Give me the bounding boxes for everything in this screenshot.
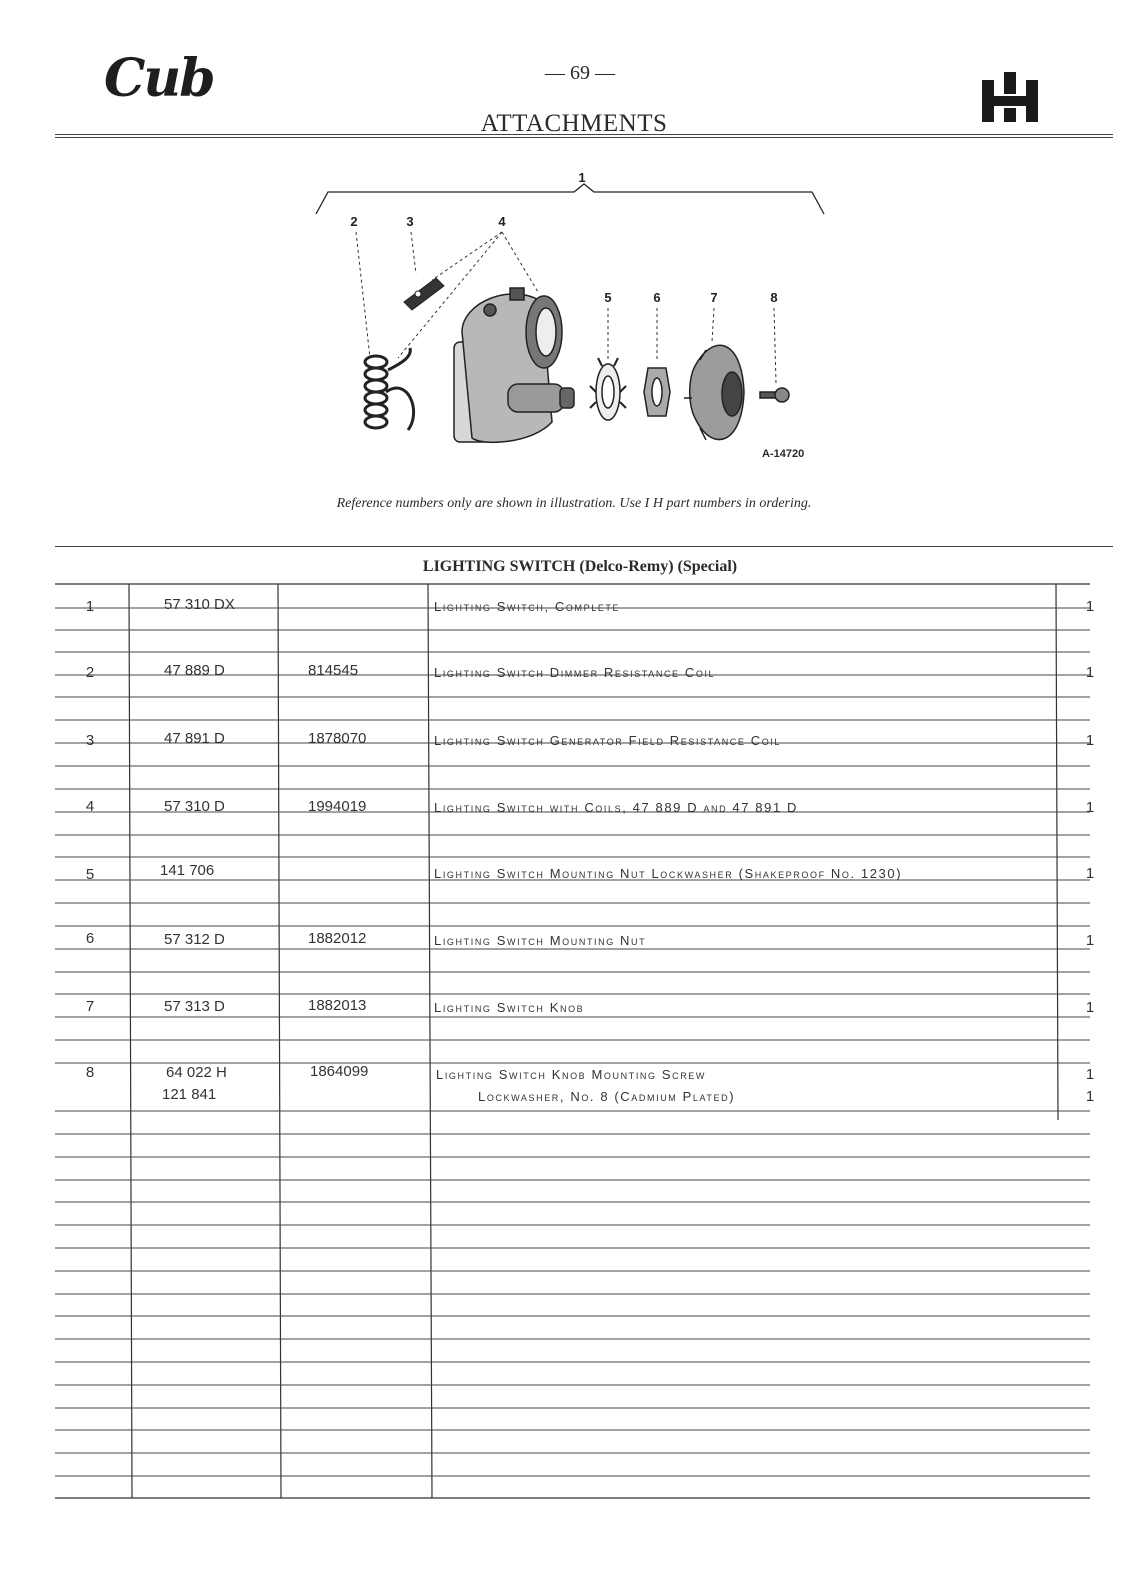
lighting-switch-illustration [312,162,832,472]
table-row-ref: 5 [85,866,95,883]
table-row-qty: 1 [1085,799,1095,816]
table-row-ref: 2 [85,664,95,681]
table-row-qty: 1 [1085,664,1095,681]
table-row-mfr-part: 814545 [308,662,359,679]
callout-6: 6 [653,290,661,305]
callout-7: 7 [710,290,718,305]
table-row-description: Lockwasher, No. 8 (Cadmium Plated) [478,1089,736,1104]
callout-5: 5 [604,290,612,305]
header-rule [55,134,1113,135]
illustration-caption: Reference numbers only are shown in illustration. Use I H part numbers in ordering. [336,496,812,511]
table-row-ref: 8 [85,1064,95,1081]
table-row-ih-part: 57 310 D [164,798,225,815]
table-row-description: Lighting Switch Dimmer Resistance Coil [434,665,716,680]
page-title: ATTACHMENTS [480,110,668,137]
table-row-ref: 7 [85,998,95,1015]
table-row-description: Lighting Switch Knob [434,1000,585,1015]
table-row-description: Lighting Switch Knob Mounting Screw [436,1067,707,1082]
table-row-ref: 4 [85,798,95,815]
table-row-mfr-part: 1882013 [308,997,367,1014]
table-row-description: Lighting Switch with Coils, 47 889 D and 47 891 D [434,800,798,815]
table-row-description: Lighting Switch Generator Field Resistance Coil [434,733,782,748]
resistance-coil-icon [365,348,414,430]
table-row-ih-part: 47 891 D [164,730,225,747]
ih-logo-icon [982,72,1038,122]
table-row-ih-part: 141 706 [160,862,215,879]
table-row-ref: 3 [85,732,95,749]
table-row-qty: 1 [1085,999,1095,1016]
table-row-qty: 1 [1085,865,1095,882]
table-row-mfr-part: 1994019 [308,798,367,815]
switch-knob-icon [684,345,744,440]
cub-logo: Cub [104,48,214,109]
table-row-mfr-part: 1878070 [308,730,367,747]
table-top-rule [55,546,1113,547]
table-row-qty: 1 [1085,1066,1095,1083]
table-row-description: Lighting Switch Mounting Nut Lockwasher (Shakeproof No. 1230) [434,866,903,881]
table-row-ih-part: 64 022 H [166,1064,227,1081]
table-row-ih-part: 57 313 D [164,998,225,1015]
callout-3: 3 [406,214,414,229]
table-row-ref: 1 [85,598,95,615]
table-row-ref: 6 [85,930,95,947]
table-row-mfr-part: 1882012 [308,930,367,947]
page-number: — 69 — [545,62,615,84]
table-row-qty: 1 [1085,932,1095,949]
switch-body-icon [454,288,574,442]
callout-1: 1 [578,170,586,185]
header-rule [55,137,1113,138]
table-row-mfr-part: 1864099 [310,1063,369,1080]
table-row-description: Lighting Switch Mounting Nut [434,933,647,948]
table-row-ih-part: 57 312 D [164,931,225,948]
callout-4: 4 [498,214,506,229]
section-title: LIGHTING SWITCH (Delco-Remy) (Special) [422,558,738,575]
mounting-nut-icon [644,368,670,416]
table-row-description: Lighting Switch, Complete [434,599,621,614]
terminal-clip-icon [404,278,444,310]
callout-8: 8 [770,290,778,305]
knob-screw-icon [760,388,789,402]
lockwasher-icon [590,358,626,420]
callout-2: 2 [350,214,358,229]
figure-id: A-14720 [762,448,805,460]
table-row-qty: 1 [1085,1088,1095,1105]
table-row-ih-part: 57 310 DX [164,596,235,613]
table-row-ih-part: 121 841 [162,1086,217,1103]
table-row-qty: 1 [1085,732,1095,749]
table-row-ih-part: 47 889 D [164,662,225,679]
table-row-qty: 1 [1085,598,1095,615]
